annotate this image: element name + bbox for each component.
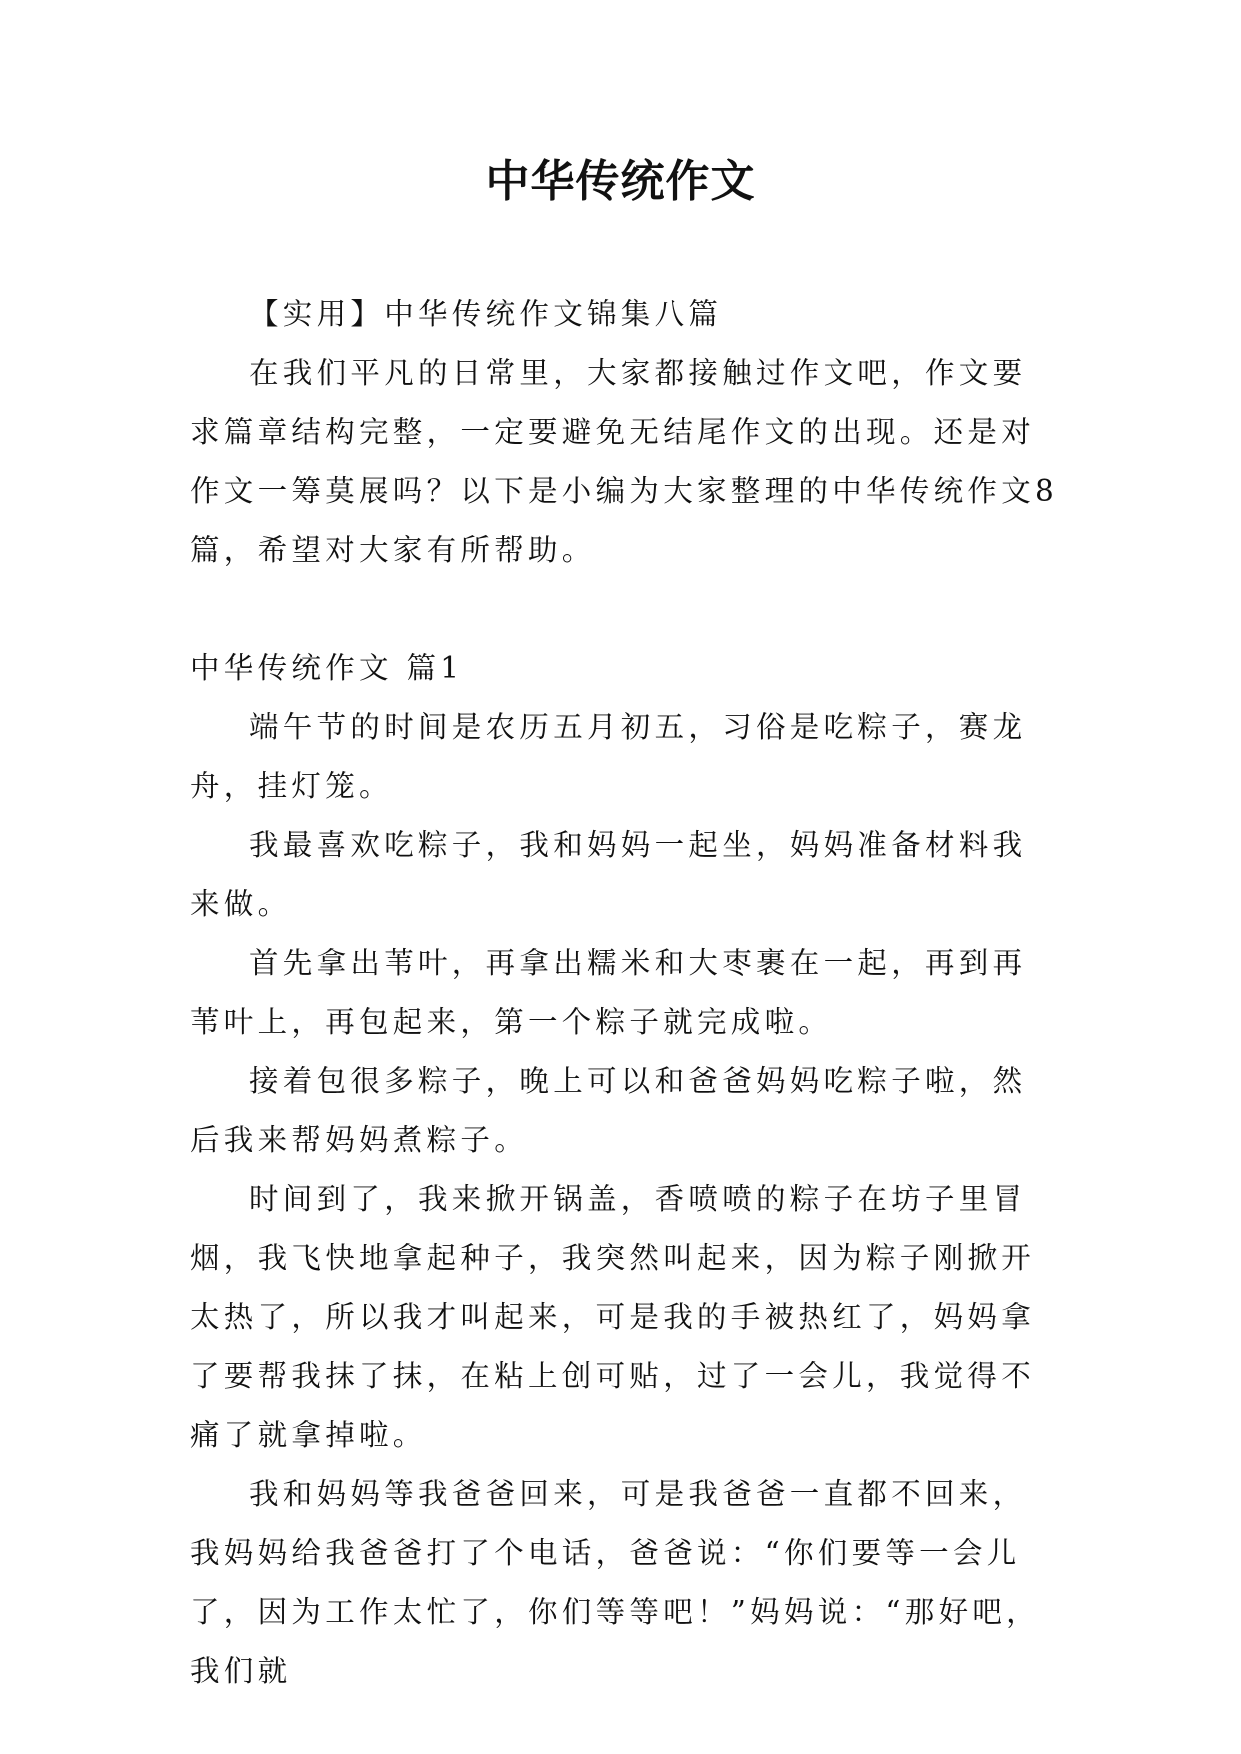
intro-paragraph: 在我们平凡的日常里，大家都接触过作文吧，作文要求篇章结构完整，一定要避免无结尾作文的出现。还是对作文一筹莫展吗？以下是小编为大家整理的中华传统作文8篇，希望对大家有所帮助。 [190,356,1059,567]
body-paragraph: 我和妈妈等我爸爸回来，可是我爸爸一直都不回来，我妈妈给我爸爸打了个电话，爸爸说：“你们要等一会儿了，因为工作太忙了，你们等等吧！”妈妈说：“那好吧，我们就 [190,1477,1040,1688]
body-paragraph: 接着包很多粽子，晚上可以和爸爸妈妈吃粽子啦，然后我来帮妈妈煮粽子。 [190,1064,1027,1157]
document-title: 中华传统作文 [485,156,756,207]
body-paragraph: 我最喜欢吃粽子，我和妈妈一起坐，妈妈准备材料我来做。 [190,828,1027,921]
body-paragraph: 时间到了，我来掀开锅盖，香喷喷的粽子在坊子里冒烟，我飞快地拿起种子，我突然叫起来，因为粽子刚掀开太热了，所以我才叫起来，可是我的手被热红了，妈妈拿了要帮我抹了抹，在粘上创可贴，过了一会儿，我觉得不痛了就拿掉啦。 [190,1182,1036,1452]
document-body [190,285,1060,1701]
document-subtitle: 【实用】中华传统作文锦集八篇 [249,297,723,331]
body-paragraph: 首先拿出苇叶，再拿出糯米和大枣裹在一起，再到再苇叶上，再包起来，第一个粽子就完成啦。 [190,946,1027,1039]
body-paragraph: 端午节的时间是农历五月初五，习俗是吃粽子，赛龙舟，挂灯笼。 [190,710,1027,803]
section-heading: 中华传统作文 篇1 [190,651,464,685]
